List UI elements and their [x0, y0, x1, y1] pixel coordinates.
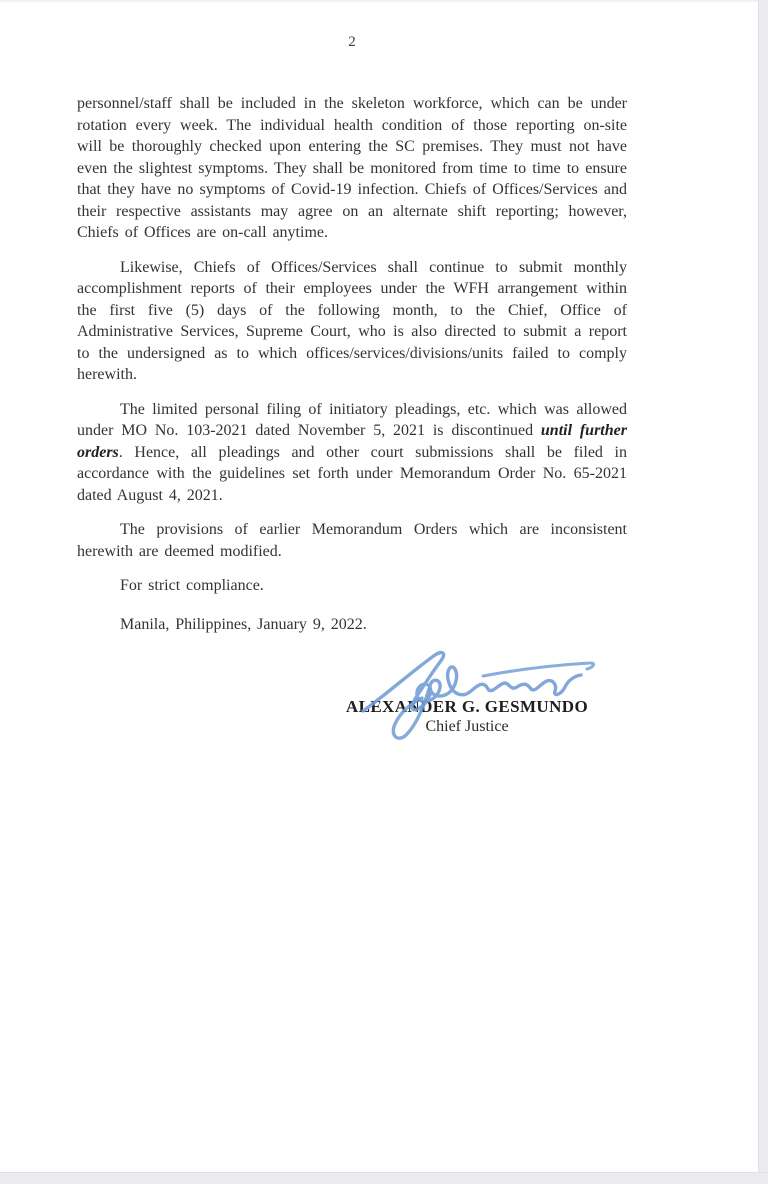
paragraph-monthly-reports: Likewise, Chiefs of Offices/Services shall continue to submit monthly accomplishment reports of their employees under the WFH arrangement within the first five (5) days of the following month, to the Chief, Office of Administrative Services, Supreme Court, who is also directed to submit a report to the undersigned as to which offices/services/divisions/units failed to comply herewith.	[77, 258, 627, 383]
paragraph-filing-discontinued	[77, 399, 627, 507]
paragraph-skeleton-workforce: personnel/staff shall be included in the skeleton workforce, which can be under rotation every week. The individual health condition of those reporting on-site will be thoroughly checked upon entering the SC premises. They must not have even the slightest symptoms. They shall be monitored from time to time to ensure that they have no symptoms of Covid-19 infection. Chiefs of Offices/Services and their respective assistants may agree on an alternate shift reporting; however, Chiefs of Offices are on-call anytime.	[77, 95, 627, 241]
signature-block	[339, 697, 595, 736]
paragraph-text: The limited personal filing of initiatory pleadings, etc. which was allowed under MO No. 103-2021 dated November 5, 2021 is discontinued	[77, 400, 627, 439]
page-edge-bottom	[0, 1172, 768, 1184]
signatory-title: Chief Justice	[425, 718, 509, 735]
paragraph-provisions-modified: The provisions of earlier Memorandum Orders which are inconsistent herewith are deemed modified.	[77, 521, 627, 560]
page-edge-right	[758, 0, 768, 1184]
paragraph-text: . Hence, all pleadings and other court submissions shall be filed in accordance with the guidelines set forth under Memorandum Order No. 65-2021 dated August 4, 2021.	[77, 443, 627, 504]
emphasis-until-further-orders: until further orders	[77, 422, 627, 461]
document-body	[77, 93, 627, 736]
dateline: Manila, Philippines, January 9, 2022.	[120, 615, 367, 633]
signatory-name: ALEXANDER G. GESMUNDO	[345, 697, 589, 716]
page-content	[77, 0, 627, 736]
page-number: 2	[348, 34, 356, 50]
signature-stroke-flourish	[483, 663, 594, 676]
compliance-line: For strict compliance.	[120, 577, 264, 594]
